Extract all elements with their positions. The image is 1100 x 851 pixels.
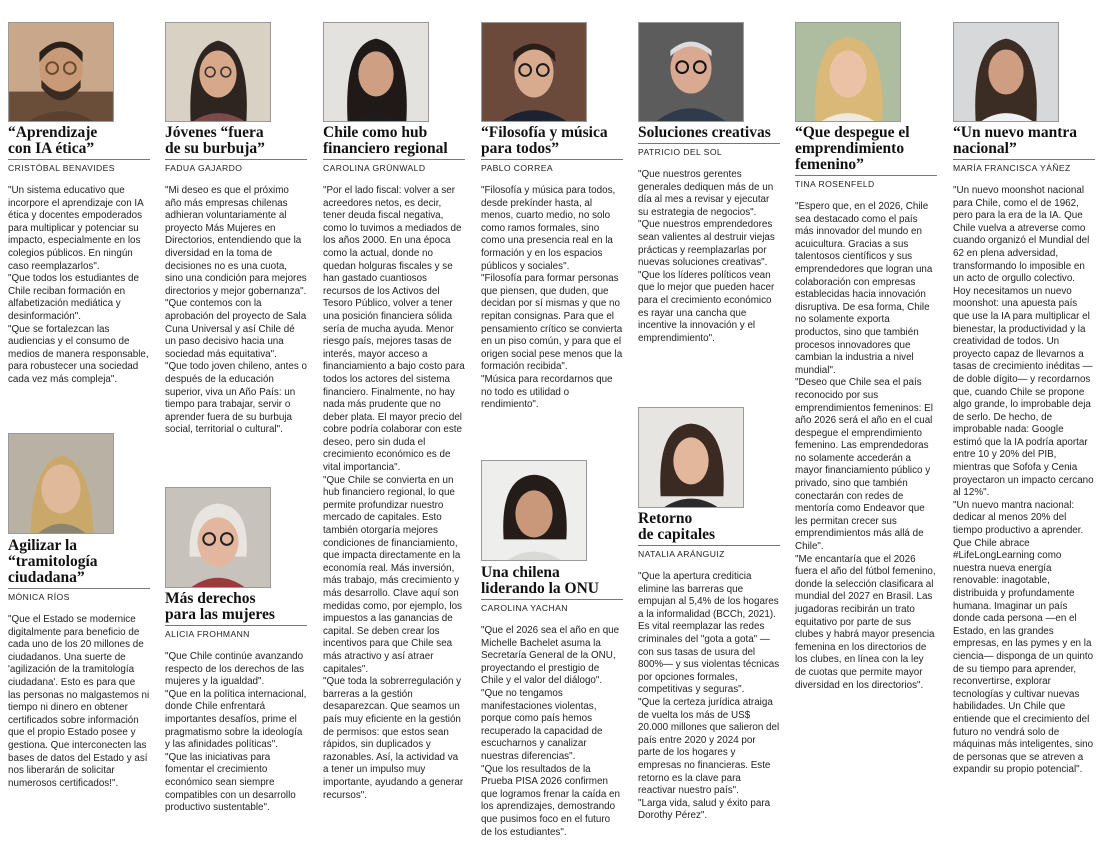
author-name: MÓNICA RÍOS xyxy=(8,588,150,602)
article-quote: "Un nuevo moonshot nacional para Chile, como el de 1962, pero para la era de la IA. Que Chile vuelva a atreverse como cuando organizó el Mundial del 62 en plena adversidad, transformando lo imposible en un acto de orgullo colectivo. Hoy necesitamos un nuevo moonshot: una apuesta país que use la IA para multiplicar el bienestar, la productividad y la creatividad de todos. Un proyecto capaz de llevarnos a tasas de crecimiento inéditas —de doble dígito— y recordarnos que, cuando Chile se propone algo grande, lo improbable deja de serlo. De hecho, de improbable nada: Google estimó que la IA podría aportar entre 10 y 20% del PIB, mientras que Sofofa y Cenia proyectaron un impacto cercano al 12%". "Un nuevo mantra nacional: dedicar al menos 20% del tiempo productivo a aprender. Que Chile abrace #LifeLongLearning como nuestra nueva energía renovable: inagotable, distribuida y profundamente humana. Imaginar un país donde cada persona —en el Estado, en las grandes empresas, en las pymes y en la ciencia— disponga de un quinto de su tiempo para aprender, reconvertirse, explorar tecnologías y cultivar nuevas habilidades. Un Chile que entiende que el crecimiento del futuro no vendrá solo de máquinas más inteligentes, sino de personas que se atreven a expandir su propio potencial". xyxy=(953,185,1094,776)
article-quote: "Un sistema educativo que incorpore el aprendizaje con IA ética y docentes empoderados para multiplicar y potenciar su impacto, especialmente en los colegios públicos. En ningún caso reemplazarlos". "Que todos los estudiantes de Chile reciban formación en alfabetización mediática y desinformación". "Que se fortalezcan las audiencias y el consumo de medios de manera responsable, para robustecer una sociedad cada vez más compleja". xyxy=(8,185,149,385)
article-headline: Jóvenes “fuera de su burbuja” xyxy=(165,124,265,157)
article-headline: Retorno de capitales xyxy=(638,510,716,543)
portrait-photo-monica-rios xyxy=(8,433,114,534)
portrait-photo-carolina-yachan xyxy=(481,460,587,561)
author-name: TINA ROSENFELD xyxy=(795,175,937,189)
article-quote: "Que Chile continúe avanzando respecto de los derechos de las mujeres y la igualdad". "Que en la política internacional, donde Chile enfrentará importantes desafíos, prime el pragmatismo sobre la ideología y las afinidades políticas". "Que las iniciativas para fomentar el crecimiento económico sean siempre compatibles con un desarrollo productivo sustentable". xyxy=(165,651,307,814)
article-card xyxy=(8,538,150,814)
article-card xyxy=(8,125,150,400)
portrait-photo-cristobal-benavides xyxy=(8,22,114,122)
article-headline: “Aprendizaje con IA ética” xyxy=(8,124,98,157)
portrait-photo-patricio-del-sol xyxy=(638,22,744,122)
article-quote: "Filosofía y música para todos, desde prekínder hasta, al menos, cuarto medio, no solo como ramos formales, sino como una presencia real en la formación y en los espacios públicos y sociales". "Filosofía para formar personas que piensen, que duden, que decidan por sí mismas y que no repitan consignas. Para que el pensamiento crítico se convierta en un piso común, y para que el origen social pese menos que la formación recibida". "Música para recordarnos que no todo es utilidad o rendimiento". xyxy=(481,185,623,411)
portrait-photo-pablo-correa xyxy=(481,22,587,122)
article-quote: "Espero que, en el 2026, Chile sea destacado como el país más innovador del mundo en acuicultura. Gracias a sus talentosos científicos y sus emprendedores que logran una colaboración con empresas establecidas hacia innovación disruptiva. De esa forma, Chile no solamente exporta productos, sino que también procesos innovadores que cambian la industria a nivel mundial". "Deseo que Chile sea el país reconocido por sus emprendimientos femeninos: El año 2026 será el año en el cual despegue el emprendimiento femenino. Las emprendedoras no solamente accederán a mayor financiamiento público y privado, sino que también conectarán con redes de mentoría como Endeavor que les permitan crecer sus emprendimientos más allá de Chile". "Me encantaría que el 2026 fuera el año del fútbol femenino, donde la selección clasificara al mundial del 2027 en Brasil. Las jugadoras recibirán un trato equitativo por parte de sus clubes y habrá mayor presencia femenina en los directorios de los clubes, en línea con la ley de cuotas que permite mayor diversidad en los directorios". xyxy=(795,201,936,691)
author-name: ALICIA FROHMANN xyxy=(165,625,307,639)
article-headline: “Filosofía y música para todos” xyxy=(481,124,608,157)
article-headline: Chile como hub financiero regional xyxy=(323,124,448,157)
article-headline: Soluciones creativas xyxy=(638,124,771,141)
author-name: PATRICIO DEL SOL xyxy=(638,143,780,157)
portrait-photo-carolina-grunwald xyxy=(323,22,429,122)
author-name: FADUA GAJARDO xyxy=(165,159,307,173)
article-quote: "Por el lado fiscal: volver a ser acreedores netos, es decir, tener deuda fiscal negativa, como lo tuvimos a mediados de los años 2000. En una época como la actual, donde no quedan holguras fiscales y se han gastado cuantiosos recursos de los Activos del Tesoro Público, volver a tener una posición financiera sólida sería de mucha ayuda. Menor riesgo país, mejores tasas de interés, mayor acceso a financiamiento a bajo costo para todos los actores del sistema financiero. Finalmente, no hay nada más prudente que no deber plata. El mayor precio del cobre podría colaborar con este deseo, pero sin duda el crecimiento económico es de vital importancia". "Que Chile se convierta en un hub financiero regional, lo que permite profundizar nuestro mercado de capitales. Esto también otorgaría mejores condiciones de financiamiento, que impacta directamente en la economía real. Más inversión, más trabajo, más crecimiento y más desarrollo. Clave aquí son medidas como, por ejemplo, los impuestos a las ganancias de capital. Se deben crear los incentivos para que Chile sea más atractivo y así atraer capitales". "Que toda la sobrerregulación y barreras a la gestión desaparezcan. Que seamos un país muy eficiente en la gestión de permisos: que estos sean rápidos, sin duplicados y razonables. Así, la actividad va a tener un impulso muy importante, ayudando a generar recursos". xyxy=(323,185,465,801)
author-name: CAROLINA GRÜNWALD xyxy=(323,159,465,173)
article-card xyxy=(481,565,623,851)
portrait-photo-fadua-gajardo xyxy=(165,22,271,122)
article-headline: Una chilena liderando la ONU xyxy=(481,564,599,597)
article-quote: "Que el Estado se modernice digitalmente para beneficio de cada uno de los 20 millones de ciudadanos. Una suerte de 'agilización de la tramitología ciudadana'. Esto es para que las personas no malgastemos ni tiempo ni dinero en obtener certificados sobre información que el propio Estado posee y gestiona. Que interconecten las bases de datos del Estado y así nos liberarán de solicitar numerosos certificados!". xyxy=(8,614,150,789)
portrait-photo-natalia-aranguiz xyxy=(638,407,744,508)
article-headline: Más derechos para las mujeres xyxy=(165,590,275,623)
article-card xyxy=(953,125,1095,851)
author-name: MARÍA FRANCISCA YÁÑEZ xyxy=(953,159,1095,173)
author-name: NATALIA ARÁNGUIZ xyxy=(638,545,780,559)
article-card xyxy=(481,125,623,460)
article-quote: "Que nuestros gerentes generales dediquen más de un día al mes a revisar y ejecutar su estrategia de negocios". "Que nuestros emprendedores sean valientes al destruir viejas prácticas y reemplazarlas por nuevas soluciones creativas". "Que los líderes políticos vean que lo mejor que pueden hacer para el crecimiento económico es rayar una cancha que incentive la innovación y el emprendimiento". xyxy=(638,169,775,344)
article-card xyxy=(638,125,780,409)
article-headline: “Un nuevo mantra nacional” xyxy=(953,124,1078,157)
article-card xyxy=(165,591,307,851)
author-name: CAROLINA YACHAN xyxy=(481,599,623,613)
article-card xyxy=(638,511,780,846)
article-card xyxy=(165,125,307,520)
article-headline: “Que despegue el emprendimiento femenino” xyxy=(795,124,910,173)
article-quote: "Mi deseo es que el próximo año más empresas chilenas adhieran voluntariamente al proyecto Más Mujeres en Directorios, entendiendo que la diversidad en la toma de decisiones no es una cuota, sino una condición para mejores directorios y mejor gobernanza". "Que contemos con la aprobación del proyecto de Sala Cuna Universal y así Chile dé un paso decisivo hacia una sociedad más equitativa". "Que todo joven chileno, antes o después de la educación superior, viva un Año País: un tiempo para trabajar, servir o aprender fuera de su burbuja social, territorial o cultural". xyxy=(165,185,307,436)
article-headline: Agilizar la “tramitología ciudadana” xyxy=(8,537,98,586)
article-quote: "Que la apertura crediticia elimine las barreras que empujan al 5,4% de los hogares a la informalidad (BCCh, 2021). Es vital reemplazar las redes criminales del "gota a gota" —con sus tasas de usura del 800%— y sus violentas técnicas por opciones formales, competitivas y seguras". "Que la certeza jurídica atraiga de vuelta los más de US$ 20.000 millones que salieron del país entre 2020 y 2024 por parte de los hogares y empresas no financieras. Este retorno es la clave para reactivar nuestro país". "Larga vida, salud y éxito para Dorothy Pérez". xyxy=(638,571,780,822)
article-card xyxy=(795,125,937,851)
article-card xyxy=(323,125,465,851)
author-name: PABLO CORREA xyxy=(481,159,623,173)
portrait-photo-maria-francisca-yanez xyxy=(953,22,1059,122)
article-quote: "Que el 2026 sea el año en que Michelle Bachelet asuma la Secretaría General de la ONU, proyectando el prestigio de Chile y el valor del diálogo". "Que no tengamos manifestaciones violentas, porque como país hemos recuperado la capacidad de escucharnos y canalizar nuestras diferencias". "Que los resultados de la Prueba PISA 2026 confirmen que logramos frenar la caída en los aprendizajes, demostrando que pusimos foco en el futuro de los estudiantes". xyxy=(481,625,620,838)
portrait-photo-alicia-frohmann xyxy=(165,487,271,588)
author-name: CRISTÓBAL BENAVIDES xyxy=(8,159,150,173)
portrait-photo-tina-rosenfeld xyxy=(795,22,901,122)
